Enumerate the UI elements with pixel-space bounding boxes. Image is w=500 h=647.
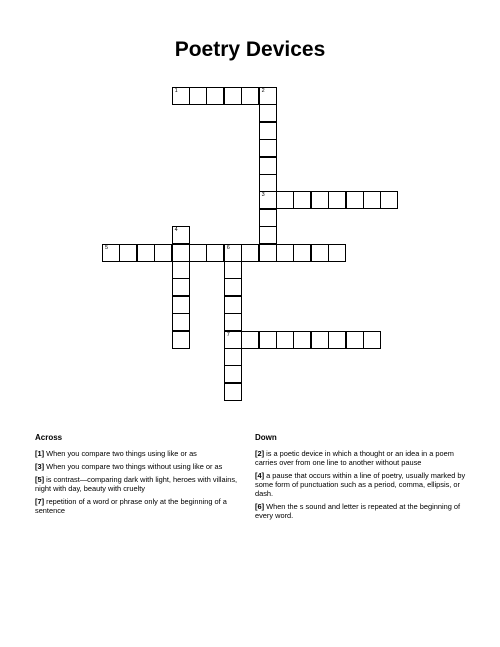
clue-number: [2] (255, 449, 265, 458)
clue-number: [6] (255, 502, 265, 511)
clue-text: a pause that occurs within a line of poetry, usually marked by some form of punctuation such as a period, comma, ellipsis, or dash. (255, 471, 466, 498)
clue-across-7 (35, 497, 245, 515)
clue-text: When you compare two things using like or as (46, 449, 197, 458)
grid-cell[interactable] (276, 191, 294, 209)
grid-cell[interactable] (259, 331, 277, 349)
grid-cell[interactable] (346, 331, 364, 349)
grid-cell[interactable] (259, 122, 277, 140)
grid-cell[interactable] (241, 331, 259, 349)
grid-cell[interactable] (293, 331, 311, 349)
clue-across-3 (35, 462, 245, 471)
grid-cell[interactable] (259, 104, 277, 122)
across-clues (35, 449, 245, 519)
grid-cell[interactable] (224, 313, 242, 331)
clue-number: [5] (35, 475, 45, 484)
grid-cell[interactable] (363, 331, 381, 349)
clue-number: [4] (255, 471, 265, 480)
page-title: Poetry Devices (174, 38, 326, 61)
grid-cell[interactable] (259, 139, 277, 157)
grid-cell[interactable] (102, 244, 120, 262)
grid-cell[interactable] (206, 244, 224, 262)
grid-cell[interactable] (224, 87, 242, 105)
down-clues (255, 449, 470, 524)
grid-cell[interactable] (224, 383, 242, 401)
clue-number-label: 2 (261, 88, 265, 94)
grid-cell[interactable] (259, 209, 277, 227)
clue-number: [7] (35, 497, 45, 506)
across-heading: Across (35, 433, 63, 442)
clue-down-4 (255, 471, 470, 498)
clue-number-label: 1 (174, 88, 178, 94)
grid-cell[interactable] (206, 87, 224, 105)
grid-cell[interactable] (172, 296, 190, 314)
grid-cell[interactable] (189, 244, 207, 262)
grid-cell[interactable] (172, 244, 190, 262)
clue-number-label: 3 (261, 192, 265, 199)
grid-cell[interactable] (224, 331, 242, 349)
grid-cell[interactable] (380, 191, 398, 209)
grid-cell[interactable] (328, 244, 346, 262)
clue-text: When the s sound and letter is repeated at the beginning of every word. (255, 502, 461, 520)
clue-down-6 (255, 502, 470, 520)
grid-cell[interactable] (172, 261, 190, 279)
grid-cell[interactable] (172, 313, 190, 331)
grid-cell[interactable] (363, 191, 381, 209)
grid-cell[interactable] (311, 191, 329, 209)
grid-cell[interactable] (259, 87, 277, 105)
grid-cell[interactable] (259, 157, 277, 175)
grid-cell[interactable] (241, 244, 259, 262)
grid-cell[interactable] (224, 348, 242, 366)
clue-text: is a poetic device in which a thought or an idea in a poem carries over from one line to another without pause (255, 449, 454, 467)
grid-cell[interactable] (119, 244, 137, 262)
clue-number-label: 7 (226, 331, 230, 338)
grid-cell[interactable] (172, 278, 190, 296)
clue-down-2 (255, 449, 470, 467)
grid-cell[interactable] (154, 244, 172, 262)
grid-cell[interactable] (276, 331, 294, 349)
grid-cell[interactable] (259, 191, 277, 209)
grid-cell[interactable] (224, 296, 242, 314)
grid-cell[interactable] (172, 331, 190, 349)
clue-text: repetition of a word or phrase only at the beginning of a sentence (35, 497, 227, 515)
grid-cell[interactable] (224, 278, 242, 296)
grid-cell[interactable] (189, 87, 207, 105)
grid-cell[interactable] (172, 226, 190, 244)
grid-cell[interactable] (259, 226, 277, 244)
grid-cell[interactable] (311, 244, 329, 262)
grid-cell[interactable] (137, 244, 155, 262)
grid-cell[interactable] (328, 191, 346, 209)
grid-cell[interactable] (224, 261, 242, 279)
grid-cell[interactable] (328, 331, 346, 349)
grid-cell[interactable] (259, 244, 277, 262)
clue-across-1 (35, 449, 245, 458)
grid-cell[interactable] (293, 191, 311, 209)
grid-cell[interactable] (293, 244, 311, 262)
clue-number: [1] (35, 449, 45, 458)
down-heading: Down (255, 433, 277, 442)
clue-number-label: 5 (105, 244, 109, 251)
grid-cell[interactable] (259, 174, 277, 192)
grid-cell[interactable] (346, 191, 364, 209)
clue-number-label: 6 (226, 244, 230, 251)
grid-cell[interactable] (224, 365, 242, 383)
grid-cell[interactable] (224, 244, 242, 262)
grid-cell[interactable] (172, 87, 190, 105)
grid-cell[interactable] (276, 244, 294, 262)
clue-across-5 (35, 475, 245, 493)
clue-text: is contrast—comparing dark with light, heroes with villains, night with day, beauty with cruelty (35, 475, 238, 493)
grid-cell[interactable] (241, 87, 259, 105)
clue-number: [3] (35, 462, 45, 471)
grid-cell[interactable] (311, 331, 329, 349)
clue-text: When you compare two things without using like or as (46, 462, 223, 471)
clue-number-label: 4 (174, 227, 178, 234)
